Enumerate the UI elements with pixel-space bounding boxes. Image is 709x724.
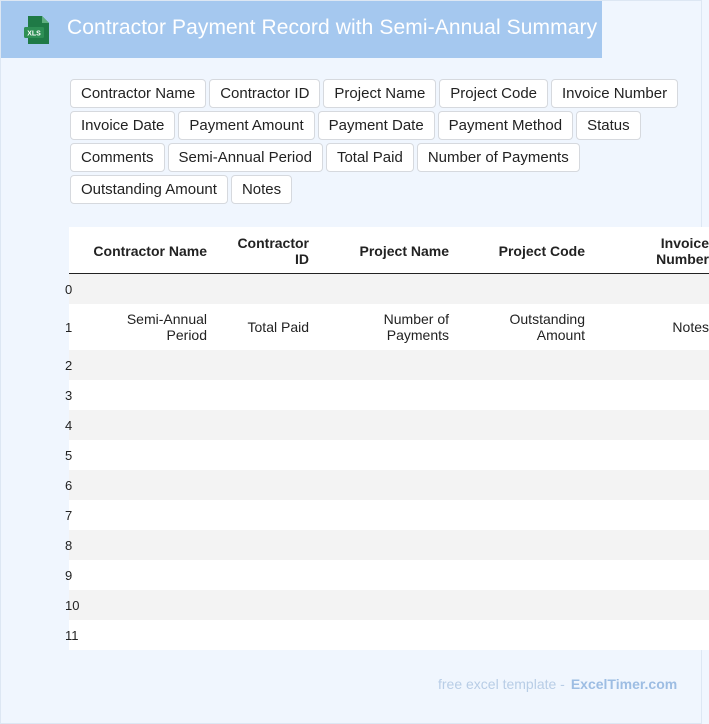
table-row[interactable] xyxy=(65,410,709,440)
row-index: 0 xyxy=(65,281,73,297)
table-cell[interactable] xyxy=(465,470,585,500)
table-cell[interactable] xyxy=(329,500,449,530)
table-cell[interactable] xyxy=(329,560,449,590)
table-cell[interactable] xyxy=(329,470,449,500)
table-cell[interactable] xyxy=(229,530,309,560)
table-cell[interactable]: Outstanding Amount xyxy=(509,311,585,343)
column-tag[interactable]: Project Name xyxy=(323,79,436,108)
column-header[interactable]: Contractor Name xyxy=(93,242,207,259)
row-index: 2 xyxy=(65,357,73,373)
table-cell[interactable]: Notes xyxy=(672,319,709,335)
table-cell[interactable] xyxy=(609,530,709,560)
table-cell[interactable] xyxy=(609,620,709,650)
page-title: Contractor Payment Record with Semi-Annual Summary xyxy=(67,16,598,39)
table-row[interactable] xyxy=(65,620,709,650)
table-cell[interactable] xyxy=(609,500,709,530)
table-cell[interactable] xyxy=(329,410,449,440)
table-cell[interactable] xyxy=(329,620,449,650)
column-tag[interactable]: Notes xyxy=(231,175,292,204)
column-header[interactable]: Project Name xyxy=(359,242,449,259)
table-body xyxy=(65,274,709,650)
table-cell[interactable] xyxy=(329,590,449,620)
table-row[interactable] xyxy=(65,440,709,470)
table-cell[interactable] xyxy=(609,410,709,440)
table-row[interactable] xyxy=(65,560,709,590)
table-cell[interactable] xyxy=(609,560,709,590)
table-cell[interactable] xyxy=(329,440,449,470)
column-tag[interactable]: Total Paid xyxy=(326,143,414,172)
table-row[interactable] xyxy=(65,304,709,350)
footer-prefix: free excel template - xyxy=(438,676,565,692)
table-cell[interactable] xyxy=(465,500,585,530)
column-tag[interactable]: Payment Date xyxy=(318,111,435,140)
table-cell[interactable] xyxy=(609,440,709,470)
table-cell[interactable] xyxy=(77,470,207,500)
header-banner xyxy=(1,1,602,58)
table-cell[interactable] xyxy=(609,470,709,500)
table-cell[interactable] xyxy=(229,470,309,500)
table-cell[interactable] xyxy=(229,560,309,590)
table-cell[interactable] xyxy=(77,440,207,470)
table-row[interactable] xyxy=(65,380,709,410)
row-index: 6 xyxy=(65,477,73,493)
table-cell[interactable] xyxy=(77,274,207,304)
column-tag[interactable]: Outstanding Amount xyxy=(70,175,228,204)
table-cell[interactable]: Number of Payments xyxy=(383,311,449,343)
tag-row xyxy=(70,111,690,140)
table-cell[interactable] xyxy=(77,590,207,620)
column-header[interactable]: Invoice Number xyxy=(656,234,709,267)
table-cell[interactable] xyxy=(77,530,207,560)
column-tag[interactable]: Contractor Name xyxy=(70,79,206,108)
table-cell[interactable] xyxy=(609,380,709,410)
table-row[interactable] xyxy=(65,350,709,380)
column-header[interactable]: Project Code xyxy=(498,242,585,259)
data-table xyxy=(65,227,709,650)
table-cell[interactable] xyxy=(329,530,449,560)
table-cell[interactable] xyxy=(229,590,309,620)
column-tag[interactable]: Contractor ID xyxy=(209,79,320,108)
xls-file-icon xyxy=(22,15,52,45)
footer-credit xyxy=(438,676,677,692)
table-cell[interactable] xyxy=(77,410,207,440)
table-cell[interactable] xyxy=(229,410,309,440)
row-index: 1 xyxy=(65,319,73,335)
column-tag[interactable]: Comments xyxy=(70,143,165,172)
table-cell[interactable] xyxy=(465,560,585,590)
row-index: 10 xyxy=(65,597,80,613)
table-row[interactable] xyxy=(65,530,709,560)
column-tag[interactable]: Invoice Date xyxy=(70,111,175,140)
table-cell[interactable]: Semi-Annual Period xyxy=(126,311,207,343)
table-cell[interactable] xyxy=(465,440,585,470)
tag-row xyxy=(70,143,690,172)
table-cell[interactable] xyxy=(465,530,585,560)
column-tag[interactable]: Invoice Number xyxy=(551,79,678,108)
table-cell[interactable] xyxy=(329,274,449,304)
table-cell[interactable] xyxy=(229,274,309,304)
table-cell[interactable] xyxy=(609,274,709,304)
table-row[interactable] xyxy=(65,500,709,530)
table-cell[interactable] xyxy=(465,380,585,410)
table-cell[interactable] xyxy=(77,350,207,380)
table-cell[interactable] xyxy=(465,410,585,440)
column-tag[interactable]: Payment Amount xyxy=(178,111,314,140)
table-cell[interactable] xyxy=(229,620,309,650)
column-tag[interactable]: Number of Payments xyxy=(417,143,580,172)
table-row[interactable] xyxy=(65,274,709,304)
table-cell[interactable] xyxy=(229,380,309,410)
table-cell[interactable] xyxy=(77,560,207,590)
table-cell[interactable] xyxy=(609,350,709,380)
table-header xyxy=(69,227,709,274)
table-row[interactable] xyxy=(65,590,709,620)
table-row[interactable] xyxy=(65,470,709,500)
column-tag[interactable]: Payment Method xyxy=(438,111,573,140)
row-index: 8 xyxy=(65,537,73,553)
row-index: 5 xyxy=(65,447,73,463)
table-cell[interactable] xyxy=(229,350,309,380)
table-cell[interactable] xyxy=(229,500,309,530)
table-cell[interactable] xyxy=(77,620,207,650)
table-cell[interactable] xyxy=(229,440,309,470)
tag-row xyxy=(70,175,690,204)
table-cell[interactable] xyxy=(77,500,207,530)
table-cell[interactable] xyxy=(609,590,709,620)
table-cell[interactable] xyxy=(465,350,585,380)
svg-text:XLS: XLS xyxy=(27,30,41,38)
table-cell[interactable] xyxy=(465,274,585,304)
table-cell[interactable] xyxy=(77,380,207,410)
column-tag[interactable]: Status xyxy=(576,111,641,140)
tag-row xyxy=(70,79,690,108)
column-tags xyxy=(70,79,690,207)
table-cell[interactable] xyxy=(329,350,449,380)
column-tag[interactable]: Project Code xyxy=(439,79,548,108)
column-tag[interactable]: Semi-Annual Period xyxy=(168,143,323,172)
row-index: 3 xyxy=(65,387,73,403)
table-cell[interactable]: Total Paid xyxy=(247,319,309,335)
row-index: 9 xyxy=(65,567,73,583)
row-index: 11 xyxy=(65,627,79,643)
table-cell[interactable] xyxy=(465,590,585,620)
table-cell[interactable] xyxy=(465,620,585,650)
row-index: 4 xyxy=(65,417,73,433)
column-header[interactable]: Contractor ID xyxy=(237,234,309,267)
row-index: 7 xyxy=(65,507,73,523)
footer-brand-link[interactable]: ExcelTimer.com xyxy=(570,676,678,692)
table-cell[interactable] xyxy=(329,380,449,410)
